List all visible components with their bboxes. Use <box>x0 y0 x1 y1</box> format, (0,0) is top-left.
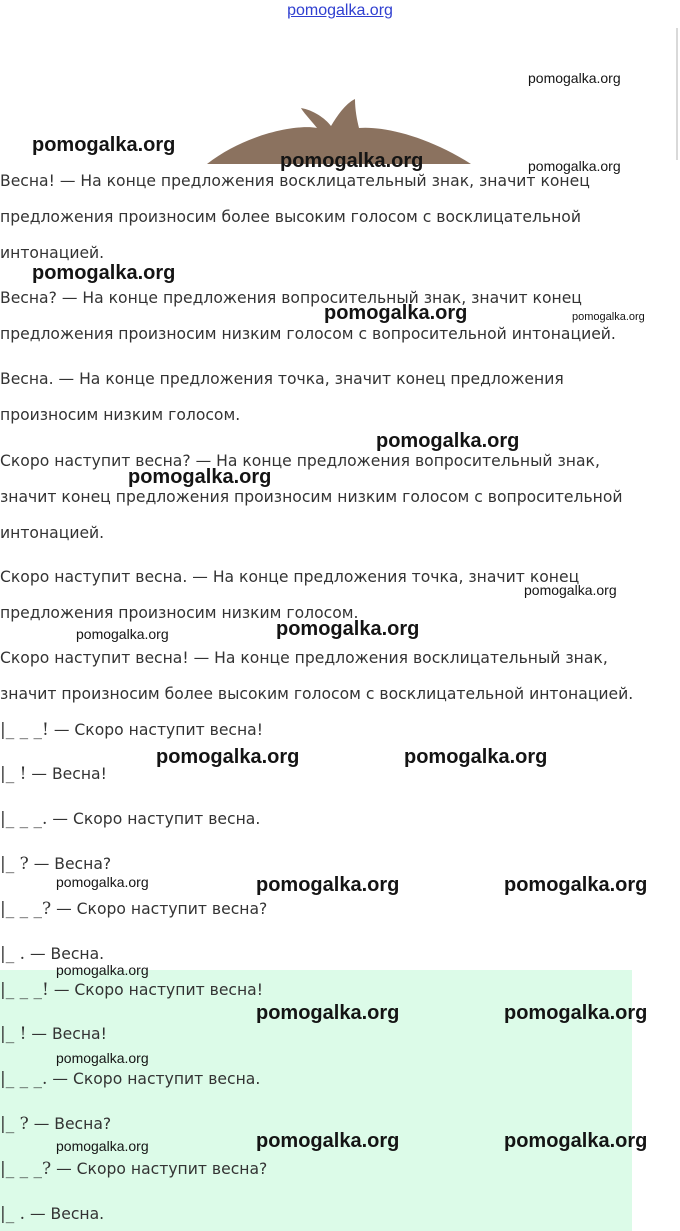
scheme-text: — Скоро наступит весна. <box>47 810 261 828</box>
scheme-text: — Весна. <box>25 1205 105 1223</box>
watermark: pomogalka.org <box>528 158 621 174</box>
paragraph-line: Весна? — На конце предложения вопросительный знак, значит конец <box>0 289 582 307</box>
watermark: pomogalka.org <box>256 1002 400 1024</box>
scheme-row <box>0 808 260 830</box>
scheme-mark: |_ ? <box>0 854 29 874</box>
scheme-mark: |_ _ _. <box>0 1069 48 1089</box>
answer-scheme-row <box>0 979 263 1001</box>
paragraph-line: Скоро наступит весна? — На конце предложения вопросительный знак, <box>0 452 600 470</box>
scrollbar[interactable] <box>676 28 678 160</box>
watermark: pomogalka.org <box>376 430 520 452</box>
watermark: pomogalka.org <box>324 302 468 324</box>
scheme-text: — Скоро наступит весна? <box>51 1160 268 1178</box>
scheme-mark: |_ ! <box>0 1024 27 1044</box>
answer-scheme-row <box>0 1158 267 1180</box>
paragraph-line: предложения произносим низким голосом. <box>0 604 359 622</box>
scheme-mark: |_ ! <box>0 764 27 784</box>
scheme-mark: |_ _ _! <box>0 980 49 1000</box>
site-link[interactable]: pomogalka.org <box>287 2 393 19</box>
scheme-mark: |_ _ _? <box>0 1159 52 1179</box>
paragraph-line: значит произносим более высоким голосом с восклицательной интонацией. <box>0 685 634 703</box>
scheme-row <box>0 763 107 785</box>
scheme-mark: |_ _ _? <box>0 899 52 919</box>
scheme-text: — Весна! <box>26 765 107 783</box>
scheme-mark: |_ . <box>0 944 26 964</box>
watermark: pomogalka.org <box>504 874 648 896</box>
watermark: pomogalka.org <box>56 874 149 890</box>
watermark: pomogalka.org <box>32 134 176 156</box>
paragraph-line: значит конец предложения произносим низким голосом с вопросительной <box>0 488 623 506</box>
paragraph-long-question <box>0 443 672 551</box>
scheme-row <box>0 719 263 741</box>
scheme-row <box>0 898 267 920</box>
watermark: pomogalka.org <box>76 626 169 642</box>
scheme-mark: |_ ? <box>0 1114 29 1134</box>
watermark: pomogalka.org <box>56 962 149 978</box>
watermark: pomogalka.org <box>524 582 617 598</box>
watermark: pomogalka.org <box>504 1130 648 1152</box>
scheme-text: — Весна! <box>26 1025 107 1043</box>
paragraph-line: произносим низким голосом. <box>0 406 241 424</box>
watermark: pomogalka.org <box>276 618 420 640</box>
scheme-text: — Скоро наступит весна! <box>48 981 263 999</box>
watermark: pomogalka.org <box>256 874 400 896</box>
paragraph-line: Весна! — На конце предложения восклицательный знак, значит конец <box>0 172 590 190</box>
scheme-mark: |_ . <box>0 1204 26 1224</box>
paragraph-line: Скоро наступит весна! — На конце предложения восклицательный знак, <box>0 649 608 667</box>
paragraph-line: интонацией. <box>0 524 105 542</box>
watermark: pomogalka.org <box>504 1002 648 1024</box>
answer-scheme-row <box>0 1023 107 1045</box>
paragraph-line: интонацией. <box>0 244 105 262</box>
watermark: pomogalka.org <box>280 150 424 172</box>
scheme-mark: |_ _ _. <box>0 809 48 829</box>
watermark: pomogalka.org <box>528 70 621 86</box>
paragraph-long-exclamation <box>0 640 672 712</box>
paragraph-line: предложения произносим более высоким голосом с восклицательной <box>0 208 581 226</box>
scheme-text: — Весна? <box>28 1115 112 1133</box>
paragraph-line: Скоро наступит весна. — На конце предложения точка, значит конец <box>0 568 580 586</box>
watermark: pomogalka.org <box>128 466 272 488</box>
paragraph-period <box>0 361 672 433</box>
watermark: pomogalka.org <box>56 1050 149 1066</box>
watermark: pomogalka.org <box>56 1138 149 1154</box>
scheme-text: — Скоро наступит весна. <box>47 1070 261 1088</box>
scheme-mark: |_ _ _! <box>0 720 49 740</box>
scheme-text: — Весна. <box>25 945 105 963</box>
watermark: pomogalka.org <box>32 262 176 284</box>
watermark: pomogalka.org <box>256 1130 400 1152</box>
scheme-text: — Весна? <box>28 855 112 873</box>
watermark: pomogalka.org <box>156 746 300 768</box>
watermark: pomogalka.org <box>572 311 645 323</box>
scheme-row <box>0 853 111 875</box>
answer-scheme-row <box>0 1203 104 1225</box>
scheme-text: — Скоро наступит весна! <box>48 721 263 739</box>
paragraph-exclamation <box>0 163 672 271</box>
paragraph-line: Весна. — На конце предложения точка, значит конец предложения <box>0 370 564 388</box>
scheme-text: — Скоро наступит весна? <box>51 900 268 918</box>
answer-scheme-row <box>0 1113 111 1135</box>
watermark: pomogalka.org <box>404 746 548 768</box>
answer-scheme-row <box>0 1068 260 1090</box>
paragraph-line: предложения произносим низким голосом с вопросительной интонацией. <box>0 325 616 343</box>
